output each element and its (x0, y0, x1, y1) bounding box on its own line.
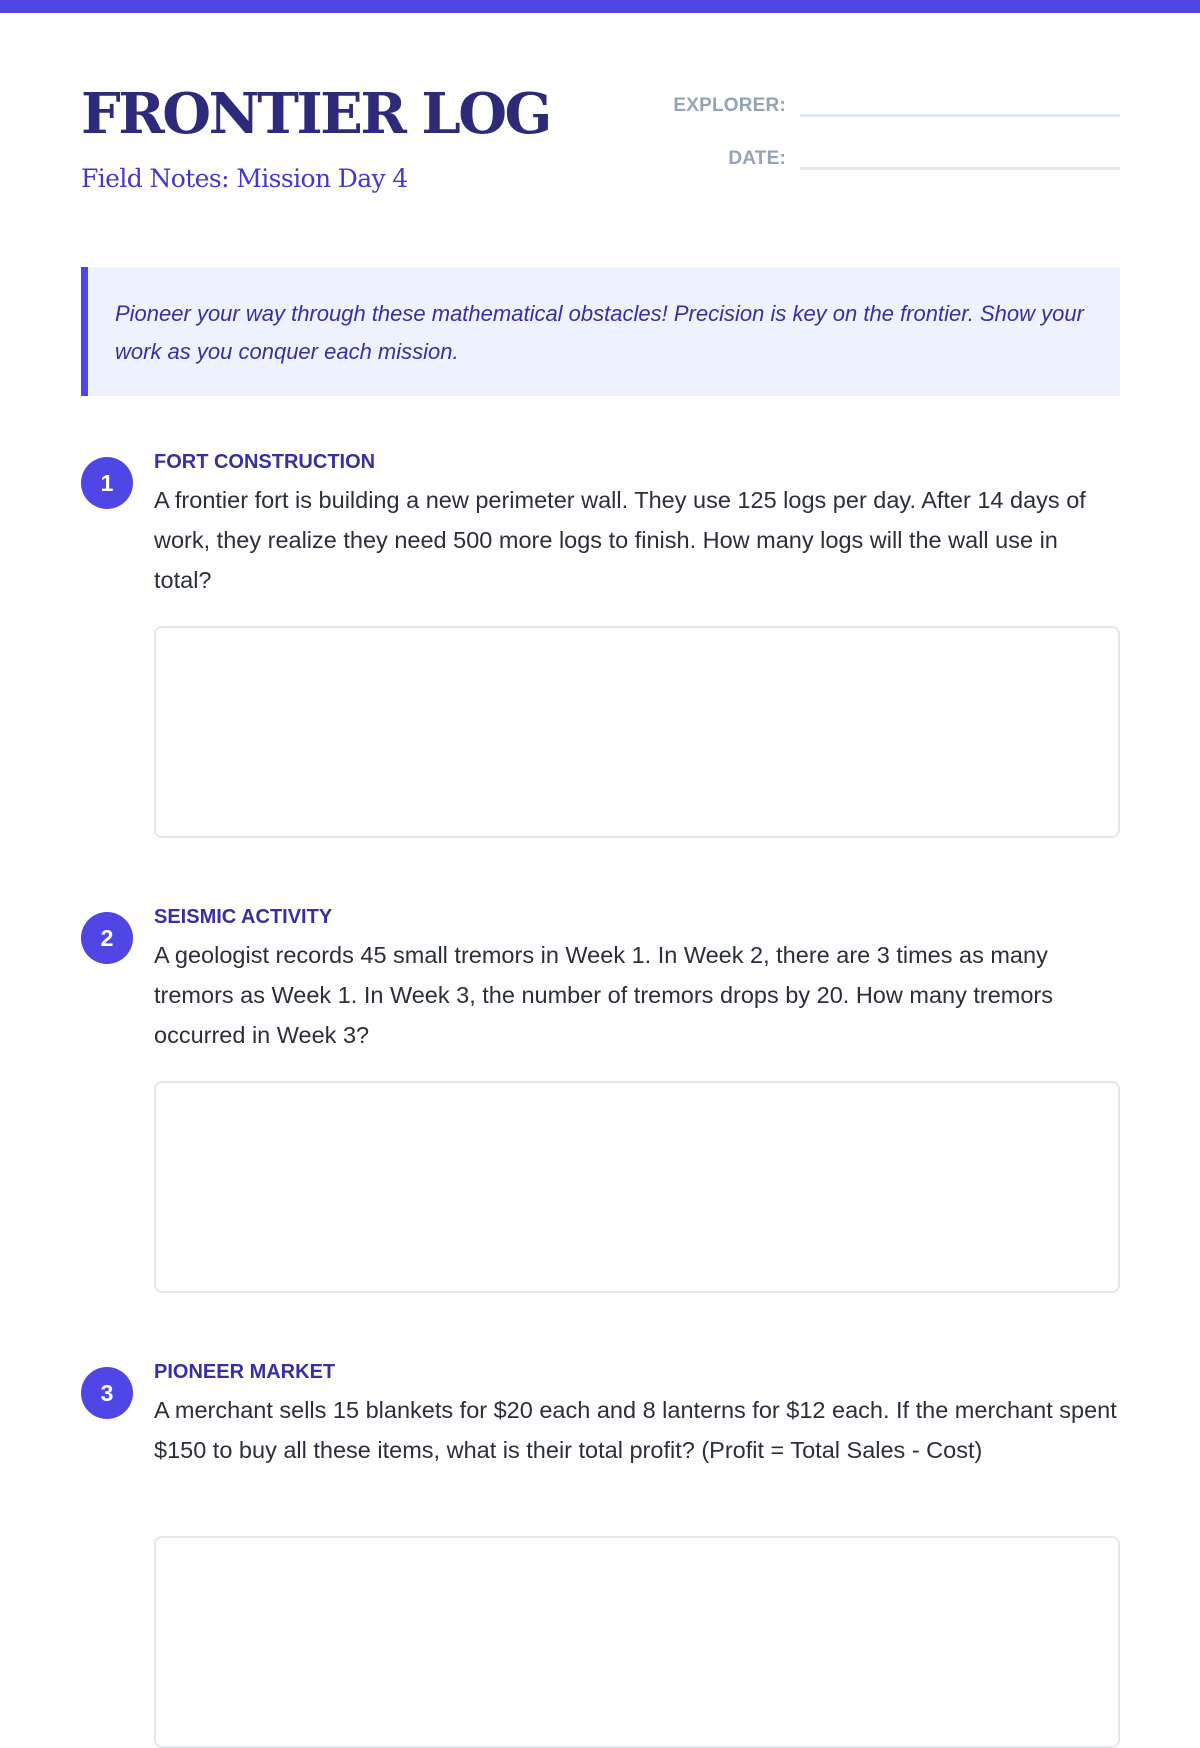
date-field-row (728, 139, 1120, 170)
answer-box[interactable] (154, 1536, 1120, 1748)
question-label: PIONEER MARKET (154, 1361, 336, 1383)
question-number-badge: 3 (81, 1367, 133, 1419)
intro-callout (81, 267, 1120, 396)
question-number-badge: 1 (81, 457, 133, 509)
page-subtitle: Field Notes: Mission Day 4 (81, 164, 408, 193)
answer-box[interactable] (154, 1081, 1120, 1293)
question-text: A frontier fort is building a new perimeter wall. They use 125 logs per day. After 14 days of work, they realize they need 500 more logs to finish. How many logs will the wall use in total? (154, 487, 1086, 593)
date-label: DATE: (728, 148, 786, 169)
explorer-field[interactable] (800, 86, 1120, 117)
page-title: FRONTIER LOG (81, 81, 550, 147)
question-body (154, 450, 1120, 600)
question-label: SEISMIC ACTIVITY (154, 906, 333, 928)
question-text: A geologist records 45 small tremors in Week 1. In Week 2, there are 3 times as many tremors as Week 1. In Week 3, the number of tremors drops by 20. How many tremors occurred in Week 3? (154, 942, 1054, 1048)
question-body (154, 905, 1120, 1055)
intro-text: Pioneer your way through these mathematical obstacles! Precision is key on the frontier. Show your work as you conquer each mission. (115, 301, 1084, 364)
question-body (154, 1360, 1120, 1470)
explorer-label: EXPLORER: (673, 95, 786, 116)
question-number-badge: 2 (81, 912, 133, 964)
explorer-field-row (673, 86, 1120, 117)
date-field[interactable] (800, 139, 1120, 170)
question-label: FORT CONSTRUCTION (154, 451, 376, 473)
answer-box[interactable] (154, 626, 1120, 838)
worksheet-header (81, 78, 1120, 208)
question-text: A merchant sells 15 blankets for $20 each and 8 lanterns for $12 each. If the merchant spent $150 to buy all these items, what is their total profit? (Profit = Total Sales - Cost) (154, 1397, 1117, 1463)
top-accent-bar (0, 0, 1200, 13)
